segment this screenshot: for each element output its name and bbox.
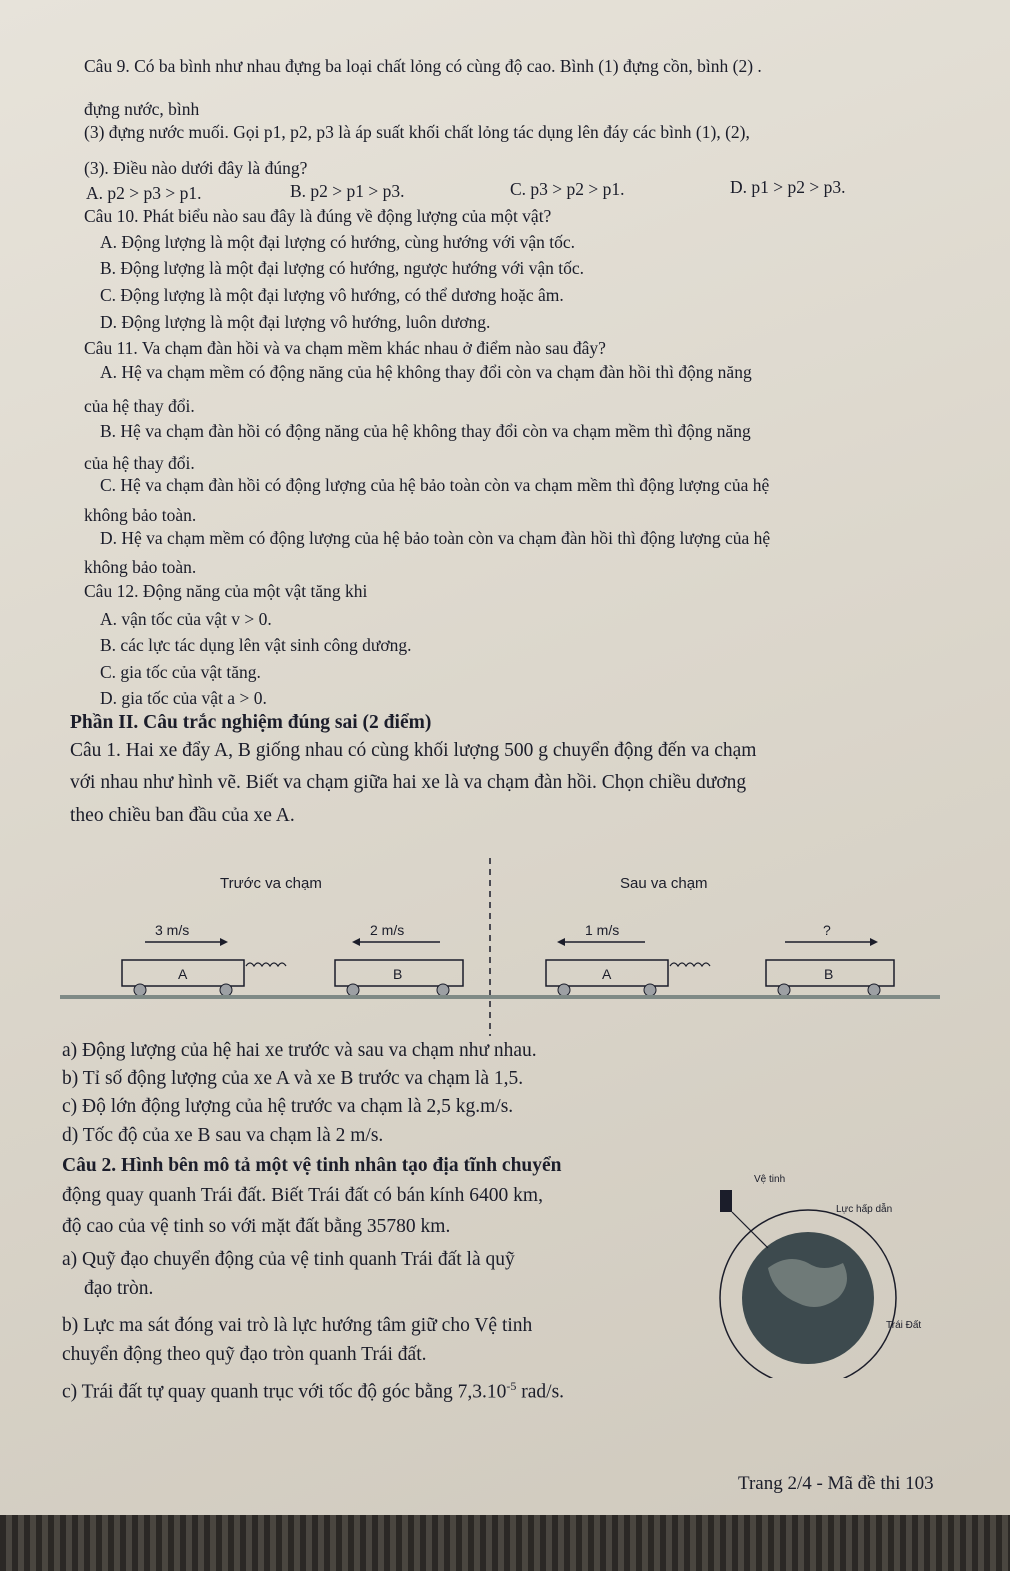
p2q1-statement-d: d) Tốc độ của xe B sau va chạm là 2 m/s. (62, 1125, 384, 1146)
cart-a-before (122, 960, 286, 996)
p2q2-line3: độ cao của vệ tinh so với mặt đất bằng 35780 km. (62, 1216, 451, 1237)
p2q1-statement-a: a) Động lượng của hệ hai xe trước và sau va chạm như nhau. (62, 1040, 537, 1061)
arrow-b-before-head (352, 938, 360, 946)
cart-b-before-label: B (393, 966, 403, 982)
background-surface (0, 1515, 1010, 1571)
collision-figure (60, 858, 940, 1038)
earth-label: Trái Đất (886, 1320, 922, 1331)
p2q2-line2: động quay quanh Trái đất. Biết Trái đất có bán kính 6400 km, (62, 1185, 543, 1206)
q11-option-b-line1: B. Hệ va chạm đàn hồi có động năng của hệ không thay đổi còn va chạm mềm thì động năng (100, 421, 751, 441)
q12-stem: Câu 12. Động năng của một vật tăng khi (84, 581, 368, 601)
p2q2-line1: Câu 2. Hình bên mô tả một vệ tinh nhân tạo địa tĩnh chuyển (62, 1155, 562, 1176)
cart-a-after-label: A (602, 966, 612, 982)
v-b-after-label: ? (823, 922, 831, 938)
q11-option-a-line2: của hệ thay đổi. (84, 396, 195, 416)
cart-a-after (546, 960, 710, 996)
before-label: Trước va chạm (220, 875, 322, 892)
p2q1-line3: theo chiều ban đầu của xe A. (70, 805, 295, 826)
q11-option-d-line2: không bảo toàn. (84, 557, 197, 577)
p2q2-statement-b-line2: chuyển động theo quỹ đạo tròn quanh Trái đất. (62, 1344, 427, 1365)
q9-option-b: B. p2 > p1 > p3. (290, 181, 405, 201)
p2q1-line2: với nhau như hình vẽ. Biết va chạm giữa hai xe là va chạm đàn hồi. Chọn chiều dương (70, 772, 747, 793)
q9-option-c: C. p3 > p2 > p1. (510, 179, 625, 199)
spring-icon (670, 963, 710, 966)
satellite-icon (720, 1190, 732, 1212)
q9-option-d: D. p1 > p2 > p3. (730, 177, 846, 197)
q12-option-c: C. gia tốc của vật tăng. (100, 662, 261, 682)
cart-a-before-label: A (178, 966, 188, 982)
q11-option-b-line2: của hệ thay đổi. (84, 453, 195, 473)
p2q2-statement-a-line1: a) Quỹ đạo chuyển động của vệ tinh quanh Trái đất là quỹ (62, 1249, 515, 1270)
q10-stem: Câu 10. Phát biểu nào sau đây là đúng về động lượng của một vật? (84, 206, 552, 226)
arrow-a-after-head (557, 938, 565, 946)
q9-line4: (3). Điều nào dưới đây là đúng? (84, 158, 308, 178)
page-footer: Trang 2/4 - Mã đề thi 103 (738, 1473, 934, 1494)
spring-icon (246, 963, 286, 966)
q10-option-b: B. Động lượng là một đại lượng có hướng, ngược hướng với vận tốc. (100, 258, 585, 278)
p2q1-statement-b: b) Tỉ số động lượng của xe A và xe B trước va chạm là 1,5. (62, 1068, 524, 1089)
q10-option-d: D. Động lượng là một đại lượng vô hướng, luôn dương. (100, 312, 491, 332)
q9-line1: Câu 9. Có ba bình như nhau đựng ba loại chất lỏng có cùng độ cao. Bình (1) đựng cồn, bình (2) . (84, 56, 762, 76)
q11-option-c-line1: C. Hệ va chạm đàn hồi có động lượng của hệ bảo toàn còn va chạm mềm thì động lượng của hệ (100, 475, 770, 495)
cart-b-before (335, 960, 463, 996)
cart-b-after-label: B (824, 966, 834, 982)
v-a-after-label: 1 m/s (585, 922, 620, 938)
q11-option-c-line2: không bảo toàn. (84, 505, 197, 525)
q12-option-a: A. vận tốc của vật v > 0. (100, 609, 272, 629)
q11-option-d-line1: D. Hệ va chạm mềm có động lượng của hệ bảo toàn còn va chạm đàn hồi thì động lượng của hệ (100, 528, 771, 548)
q9-option-a: A. p2 > p3 > p1. (86, 183, 202, 203)
part2-title: Phần II. Câu trắc nghiệm đúng sai (2 điểm) (70, 712, 432, 733)
v-a-before-label: 3 m/s (155, 922, 190, 938)
force-label: Lực hấp dẫn (836, 1204, 893, 1215)
q9-line2: đựng nước, bình (84, 99, 200, 119)
force-arrow (732, 1212, 768, 1248)
q9-line3: (3) đựng nước muối. Gọi p1, p2, p3 là áp suất khối chất lỏng tác dụng lên đáy các bình (1), (2), (84, 122, 750, 142)
q11-option-a-line1: A. Hệ va chạm mềm có động năng của hệ không thay đổi còn va chạm đàn hồi thì động năng (100, 362, 752, 382)
satellite-label: Vệ tinh (754, 1174, 786, 1185)
p2q1-line1: Câu 1. Hai xe đẩy A, B giống nhau có cùng khối lượng 500 g chuyển động đến va chạm (70, 740, 757, 761)
p2q2-statement-b-line1: b) Lực ma sát đóng vai trò là lực hướng tâm giữ cho Vệ tinh (62, 1315, 533, 1336)
v-b-before-label: 2 m/s (370, 922, 405, 938)
after-label: Sau va chạm (620, 875, 708, 892)
q12-option-d: D. gia tốc của vật a > 0. (100, 688, 267, 708)
satellite-figure (698, 1168, 948, 1378)
q10-option-c: C. Động lượng là một đại lượng vô hướng, có thể dương hoặc âm. (100, 285, 564, 305)
p2q1-statement-c: c) Độ lớn động lượng của hệ trước va chạm là 2,5 kg.m/s. (62, 1096, 514, 1117)
p2q2-statement-a-line2: đạo tròn. (84, 1278, 154, 1299)
p2q2-statement-c: c) Trái đất tự quay quanh trục với tốc độ góc bằng $7,3.10^{-5}$ rad/s. (62, 1379, 565, 1403)
q10-option-a: A. Động lượng là một đại lượng có hướng, cùng hướng với vận tốc. (100, 232, 575, 252)
arrow-a-before-head (220, 938, 228, 946)
arrow-b-after-head (870, 938, 878, 946)
q12-option-b: B. các lực tác dụng lên vật sinh công dương. (100, 635, 412, 655)
ground-line (60, 995, 940, 999)
q11-stem: Câu 11. Va chạm đàn hồi và va chạm mềm khác nhau ở điểm nào sau đây? (84, 338, 606, 358)
cart-b-after (766, 960, 894, 996)
